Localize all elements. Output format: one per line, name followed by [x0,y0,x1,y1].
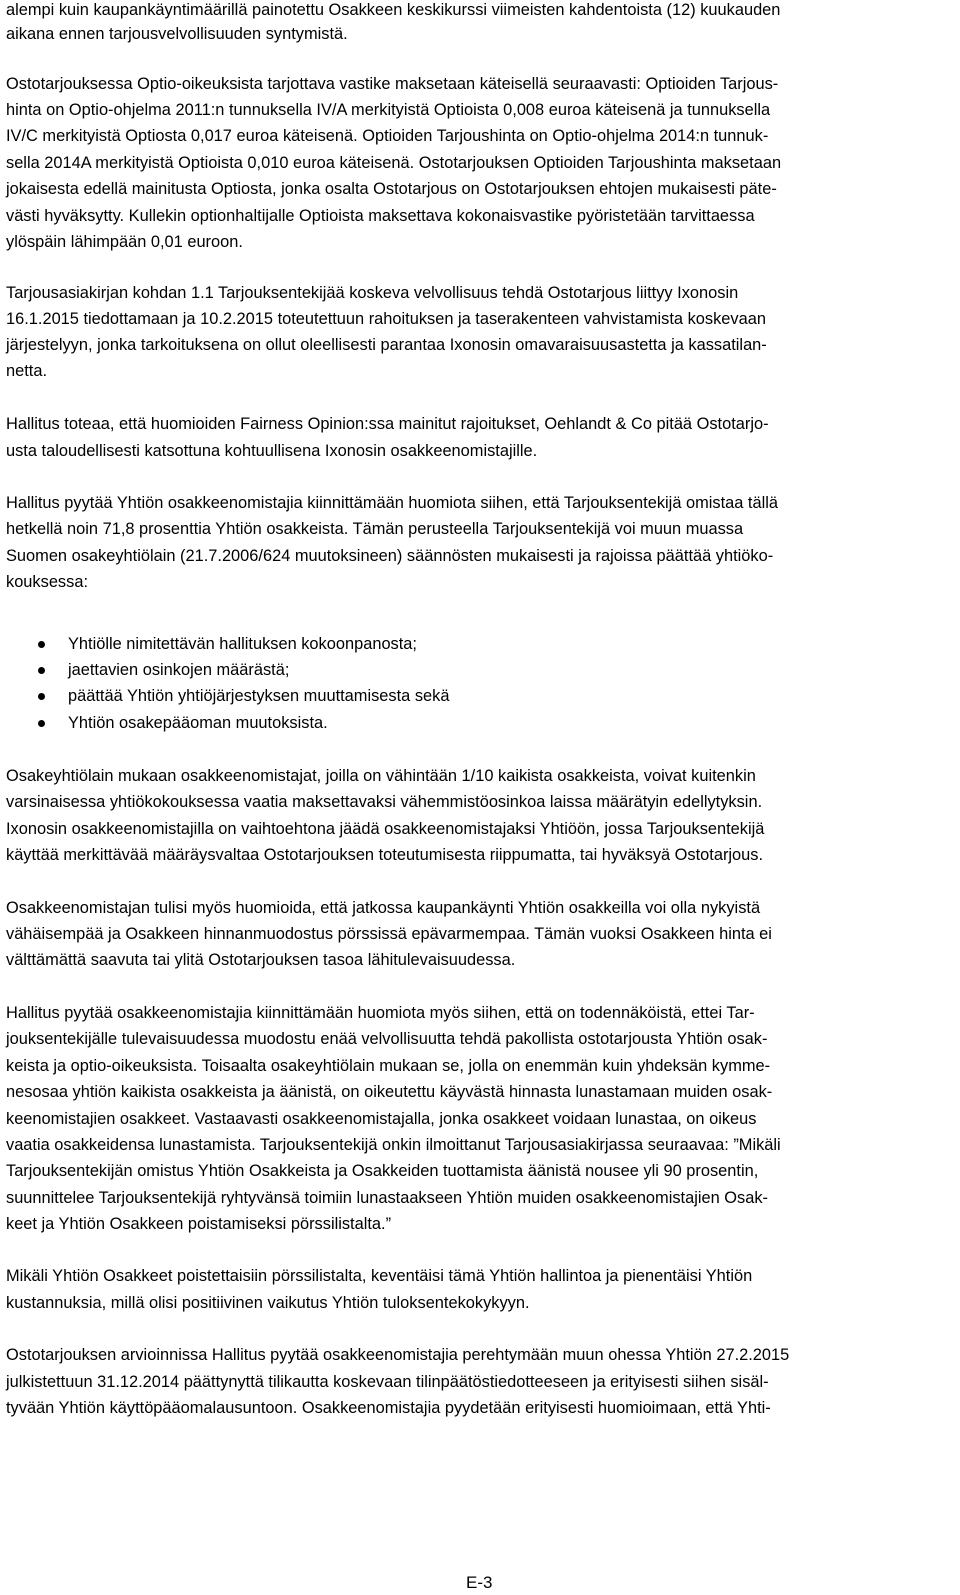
text-line: Osakkeenomistajan tulisi myös huomioida, että jatkossa kaupankäynti Yhtiön osakkeilla voi olla nykyistä [6,899,761,917]
text-line: Ixonosin osakkeenomistajilla on vaihtoehtona jäädä osakkeenomistajaksi Yhtiöön, jossa Tarjouksentekijä [6,820,765,838]
bullet-icon [38,693,45,700]
list-item: Yhtiölle nimitettävän hallituksen kokoonpanosta; [68,635,417,653]
text-line: 16.1.2015 tiedottamaan ja 10.2.2015 toteutettuun rahoituksen ja taserakenteen vahvistamista koskevaan [6,310,766,328]
text-line: Tarjousasiakirjan kohdan 1.1 Tarjouksentekijää koskeva velvollisuus tehdä Ostotarjous liittyy Ixonosin [6,284,739,302]
text-line: välttämättä saavuta tai ylitä Ostotarjouksen tasoa lähitulevaisuudessa. [6,951,516,969]
text-line: keenomistajien osakkeet. Vastaavasti osakkeenomistajalla, jonka osakkeet voidaan lunastaa, on oikeus [6,1110,757,1128]
text-line: keista ja optio-oikeuksista. Toisaalta osakeyhtiölain mukaan se, jolla on enemmän kuin yhdeksän kymme- [6,1057,771,1075]
text-line: hetkellä noin 71,8 prosenttia Yhtiön osakkeista. Tämän perusteella Tarjouksentekijä voi muun muassa [6,520,744,538]
list-item: Yhtiön osakepääoman muutoksista. [68,714,328,732]
text-line: usta taloudellisesti katsottuna kohtuullisena Ixonosin osakkeenomistajille. [6,442,538,460]
text-line: suunnittelee Tarjouksentekijä ryhtyvänsä toimiin lunastaakseen Yhtiön muiden osakkeenomistajien Osak- [6,1189,768,1207]
text-line: järjestelyyn, jonka tarkoituksena on ollut oleellisesti parantaa Ixonosin omavaraisuusastetta ja kassatilan- [6,336,767,354]
list-item: päättää Yhtiön yhtiöjärjestyksen muuttamisesta sekä [68,687,450,705]
text-line: jouksentekijälle tulevaisuudessa muodostu enää velvollisuutta tehdä pakollista ostotarjousta Yhtiön osak- [6,1030,768,1048]
text-line: varsinaisessa yhtiökokouksessa vaatia maksettavaksi vähemmistöosinkoa laissa määrätyin edellytyksin. [6,793,763,811]
text-line: nesosaa yhtiön kaikista osakkeista ja äänistä, on oikeutettu käyvästä hinnasta lunastamaan muiden osak- [6,1083,773,1101]
text-line: Tarjouksentekijän omistus Yhtiön Osakkeista ja Osakkeiden tuottamista äänistä nousee yli 90 prosentin, [6,1162,759,1180]
text-line: sella 2014A merkityistä Optioista 0,010 euroa käteisenä. Ostotarjouksen Optioiden Tarjoushinta maksetaan [6,154,782,172]
bullet-icon [38,720,45,727]
text-line: käyttää merkittävää määräysvaltaa Ostotarjouksen toteutumisesta riippumatta, tai hyväksyä Ostotarjous. [6,846,764,864]
text-line: kustannuksia, millä olisi positiivinen vaikutus Yhtiön tuloksentekokykyyn. [6,1294,530,1312]
text-line: Ostotarjouksessa Optio-oikeuksista tarjottava vastike maksetaan käteisellä seuraavasti: Optioiden Tarjous- [6,75,779,93]
bullet-icon [38,641,45,648]
list-item: jaettavien osinkojen määrästä; [68,661,290,679]
text-line: tyvään Yhtiön käyttöpääomalausuntoon. Osakkeenomistajia pyydetään erityisesti huomioimaan, että Yhti- [6,1399,771,1417]
text-line: hinta on Optio-ohjelma 2011:n tunnuksella IV/A merkityistä Optioista 0,008 euroa käteisenä ja tunnuksella [6,101,771,119]
text-line: kouksessa: [6,573,88,591]
text-line: vaatia osakkeidensa lunastamista. Tarjouksentekijä onkin ilmoittanut Tarjousasiakirjassa seuraavaa: ”Mikäli [6,1136,781,1154]
text-line: ylöspäin lähimpään 0,01 euroon. [6,233,243,251]
text-line: keet ja Yhtiön Osakkeen poistamiseksi pörssilistalta.” [6,1215,392,1233]
text-line: Suomen osakeyhtiölain (21.7.2006/624 muutoksineen) säännösten mukaisesti ja rajoissa päättää yhtiöko- [6,547,774,565]
page-number: E-3 [466,1573,493,1592]
text-line: jokaisesta edellä mainitusta Optiosta, jonka osalta Ostotarjous on Ostotarjouksen ehtojen mukaisesti päte- [6,180,777,198]
text-line: aikana ennen tarjousvelvollisuuden syntymistä. [6,25,348,43]
text-line: Ostotarjouksen arvioinnissa Hallitus pyytää osakkeenomistajia perehtymään muun ohessa Yhtiön 27.2.2015 [6,1346,790,1364]
text-line: netta. [6,362,48,380]
bullet-icon [38,667,45,674]
text-line: alempi kuin kaupankäyntimäärillä painotettu Osakkeen keskikurssi viimeisten kahdentoista (12) kuukauden [6,1,781,19]
text-line: IV/C merkityistä Optiosta 0,017 euroa käteisenä. Optioiden Tarjoushinta on Optio-ohjelma 2014:n tunnuk- [6,127,769,145]
text-line: Hallitus pyytää Yhtiön osakkeenomistajia kiinnittämään huomiota siihen, että Tarjouksentekijä omistaa tällä [6,494,778,512]
text-line: Hallitus toteaa, että huomioiden Fairness Opinion:ssa mainitut rajoitukset, Oehlandt & Co pitää Ostotarjo- [6,415,769,433]
text-line: vähäisempää ja Osakkeen hinnanmuodostus pörssissä epävarmempaa. Tämän vuoksi Osakkeen hinta ei [6,925,772,943]
text-line: julkistettuun 31.12.2014 päättynyttä tilikautta koskevaan tilinpäätöstiedotteeseen ja erityisesti siihen sisäl- [6,1373,769,1391]
text-line: västi hyväksytty. Kullekin optionhaltijalle Optioista maksettava kokonaisvastike pyöristetään tarvittaessa [6,207,755,225]
text-line: Mikäli Yhtiön Osakkeet poistettaisiin pörssilistalta, keventäisi tämä Yhtiön hallintoa ja pienentäisi Yhtiön [6,1267,753,1285]
text-line: Hallitus pyytää osakkeenomistajia kiinnittämään huomiota myös siihen, että on todennäköistä, ettei Tar- [6,1004,755,1022]
text-line: Osakeyhtiölain mukaan osakkeenomistajat, joilla on vähintään 1/10 kaikista osakkeista, voivat kuitenkin [6,767,756,785]
